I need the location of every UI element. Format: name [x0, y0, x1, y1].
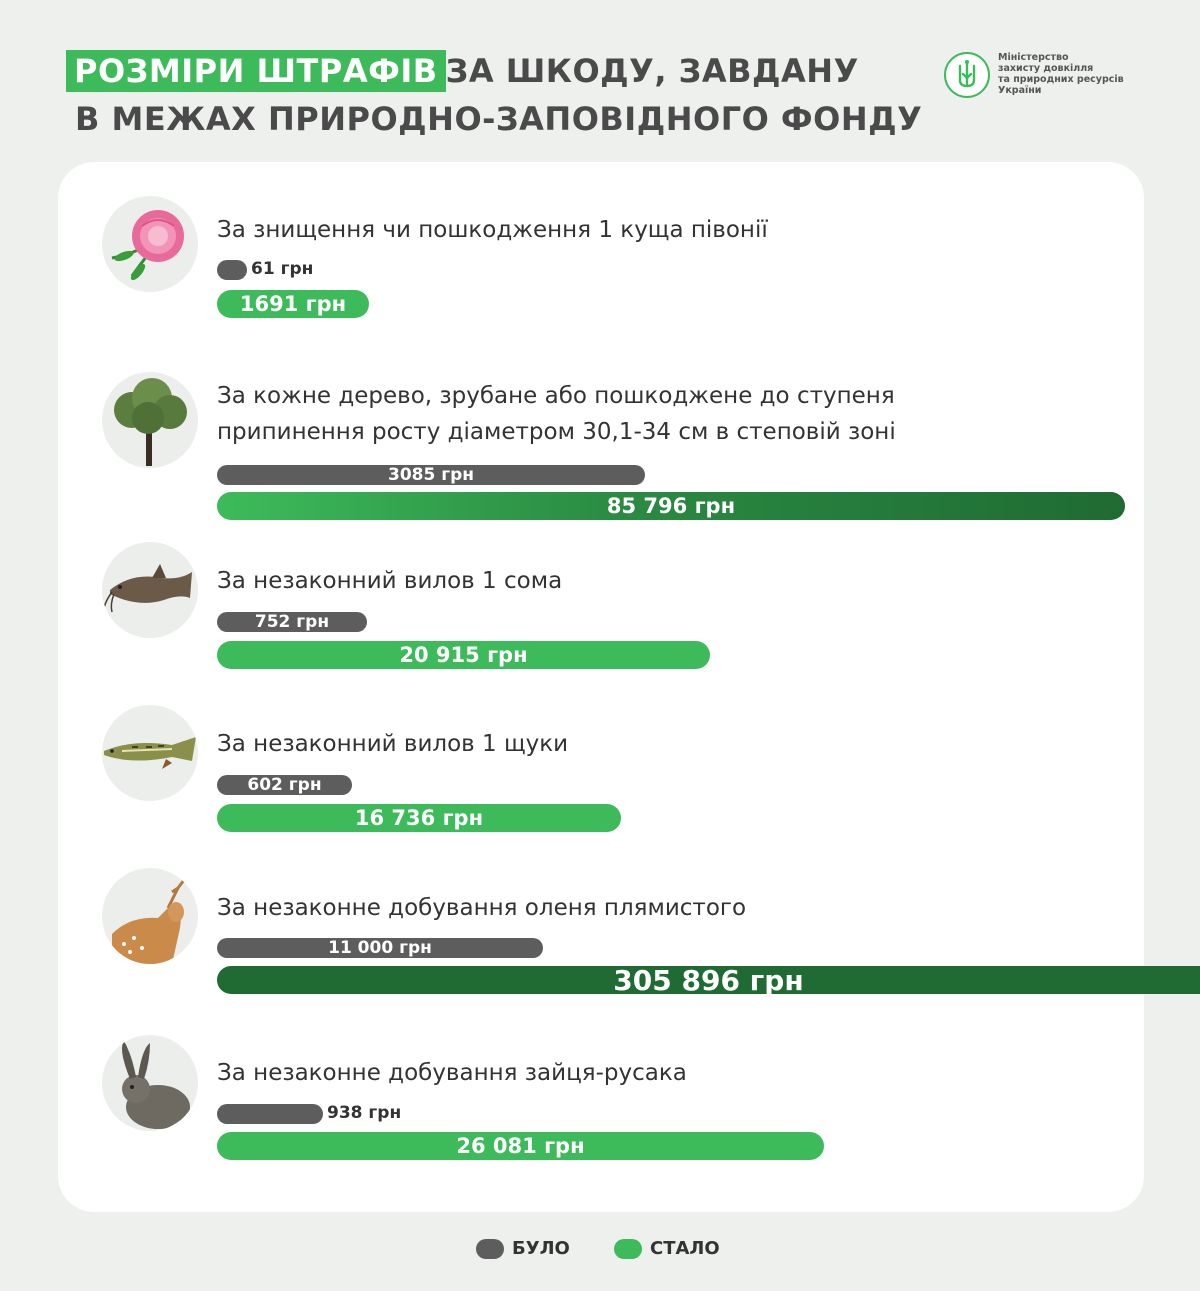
data-label-old: 11 000 грн [328, 938, 432, 958]
bar-old-catfish [217, 612, 367, 632]
data-label-new: 85 796 грн [606, 494, 736, 518]
data-label-new: 305 896 грн [613, 963, 804, 997]
data-label-new: 16 736 грн [354, 806, 484, 830]
title-rest: ЗА ШКОДУ, ЗАВДАНУ [445, 52, 859, 90]
title-highlight: РОЗМІРИ ШТРАФІВ [66, 50, 446, 92]
peony-icon [102, 196, 198, 292]
category-label: За незаконне добування зайця-русака [217, 1060, 687, 1086]
legend-new-swatch [614, 1239, 642, 1259]
legend-new-label: СТАЛО [650, 1238, 720, 1259]
bar-new-pike [217, 804, 621, 832]
deer-icon [102, 868, 198, 964]
data-label-old: 752 грн [254, 612, 330, 632]
data-label-new: 26 081 грн [456, 1134, 585, 1158]
bar-old-hare [217, 1104, 323, 1124]
catfish-icon [102, 542, 198, 638]
category-label: За незаконний вилов 1 сома [217, 568, 563, 594]
data-label-old: 602 грн [247, 775, 322, 795]
bar-old-deer [217, 938, 543, 958]
legend-new [614, 1238, 720, 1259]
bar-old-peony [217, 260, 247, 280]
bar-new-peony [217, 290, 369, 318]
data-label-old: 938 грн [327, 1103, 402, 1123]
legend-old [476, 1238, 570, 1259]
data-label-old: 3085 грн [387, 465, 475, 485]
legend-old-label: БУЛО [512, 1238, 570, 1259]
pike-icon [102, 705, 198, 801]
bar-new-tree [217, 492, 1125, 520]
title-line-2: В МЕЖАХ ПРИРОДНО-ЗАПОВІДНОГО ФОНДУ [75, 100, 923, 138]
bar-new-hare [217, 1132, 824, 1160]
category-label: За незаконне добування оленя плямистого [217, 895, 747, 921]
category-label: За знищення чи пошкодження 1 куща півонії [217, 217, 768, 243]
data-label-old: 61 грн [251, 259, 314, 279]
tree-icon [102, 372, 198, 468]
category-label: За кожне дерево, зрубане або пошкоджене до ступеня припинення росту діаметром 30,1-34 см в степовій зоні [217, 383, 896, 445]
bar-old-pike [217, 775, 352, 795]
bar-new-catfish [217, 641, 710, 669]
trident-icon [944, 52, 990, 98]
ministry-logo [944, 50, 1144, 100]
legend-old-swatch [476, 1239, 504, 1259]
data-label-new: 20 915 грн [399, 643, 528, 667]
hare-icon [102, 1035, 198, 1131]
logo-text: Міністерство захисту довкілля та природних ресурсів України [998, 52, 1124, 96]
title-line-1 [66, 52, 859, 90]
data-label-new: 1691 грн [239, 292, 347, 316]
bar-new-deer [217, 963, 1200, 997]
category-label: За незаконний вилов 1 щуки [217, 731, 569, 757]
bar-old-tree [217, 465, 645, 485]
